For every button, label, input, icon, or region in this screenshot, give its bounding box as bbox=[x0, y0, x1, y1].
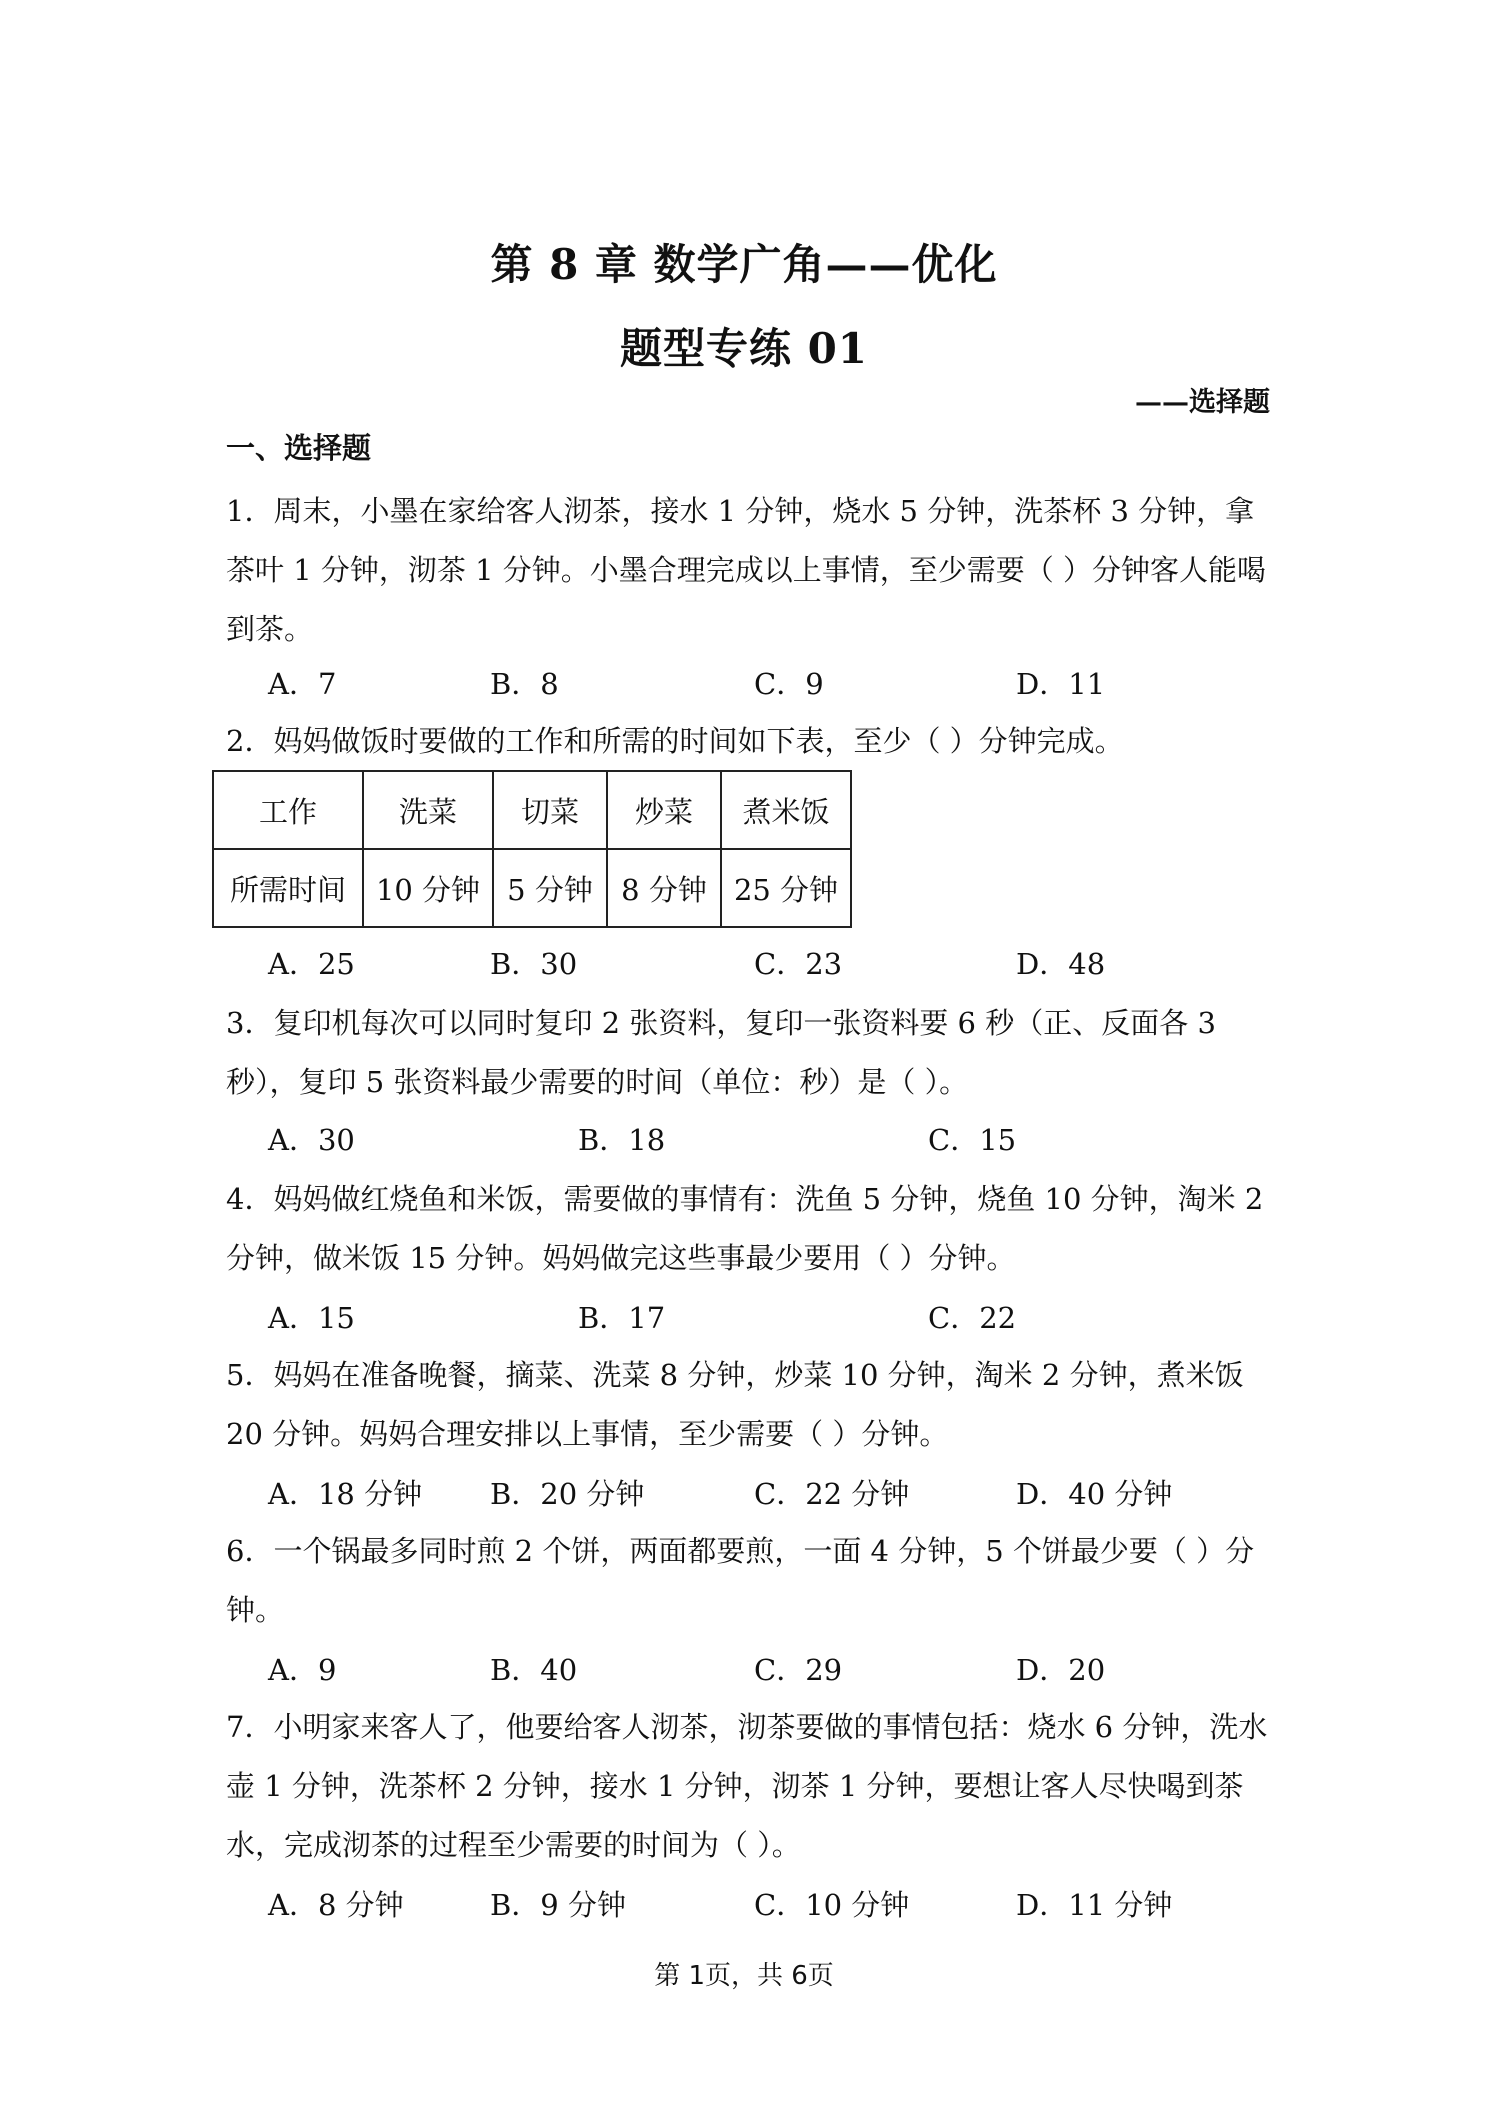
option-b[interactable]: B．20 分钟 bbox=[490, 1477, 645, 1511]
option-b[interactable]: B．18 bbox=[578, 1123, 666, 1157]
table-cell: 炒菜 bbox=[607, 771, 721, 849]
option-c[interactable]: C．22 bbox=[928, 1301, 1017, 1335]
table-cell: 煮米饭 bbox=[721, 771, 851, 849]
table-cell: 洗菜 bbox=[363, 771, 493, 849]
question-1-stem: 1．周末，小墨在家给客人沏茶，接水 1 分钟，烧水 5 分钟，洗茶杯 3 分钟，拿茶叶 1 分钟，沏茶 1 分钟。小墨合理完成以上事情，至少需要（ ）分钟客人能喝到茶。 bbox=[226, 494, 1266, 646]
table-cell: 所需时间 bbox=[213, 849, 363, 927]
option-d[interactable]: D．11 bbox=[1016, 667, 1106, 701]
table-cell: 25 分钟 bbox=[721, 849, 851, 927]
question-5-stem: 5．妈妈在准备晚餐，摘菜、洗菜 8 分钟，炒菜 10 分钟，淘米 2 分钟，煮米饭 20 分钟。妈妈合理安排以上事情，至少需要（ ）分钟。 bbox=[226, 1358, 1244, 1451]
option-a[interactable]: A．25 bbox=[268, 947, 355, 981]
option-a[interactable]: A．9 bbox=[268, 1653, 337, 1687]
option-b[interactable]: B．40 bbox=[490, 1653, 578, 1687]
option-d[interactable]: D．48 bbox=[1016, 947, 1106, 981]
option-c[interactable]: C．10 分钟 bbox=[754, 1888, 910, 1922]
option-a[interactable]: A．15 bbox=[268, 1301, 355, 1335]
question-type-label: ——选择题 bbox=[1135, 387, 1270, 418]
question-2-stem: 2．妈妈做饭时要做的工作和所需的时间如下表，至少（ ）分钟完成。 bbox=[226, 724, 1124, 758]
question-7-stem: 7．小明家来客人了，他要给客人沏茶，沏茶要做的事情包括：烧水 6 分钟，洗水壶 1 分钟，洗茶杯 2 分钟，接水 1 分钟，沏茶 1 分钟，要想让客人尽快喝到茶水，完成沏茶的过程至少需要的时间为（ ）。 bbox=[226, 1710, 1268, 1862]
question-6-stem: 6．一个锅最多同时煎 2 个饼，两面都要煎，一面 4 分钟，5 个饼最少要（ ）分钟。 bbox=[226, 1534, 1255, 1627]
page-title: 第 8 章 数学广角——优化 bbox=[490, 240, 998, 289]
option-d[interactable]: D．11 分钟 bbox=[1016, 1888, 1173, 1922]
table-cell: 工作 bbox=[213, 771, 363, 849]
option-a[interactable]: A．30 bbox=[268, 1123, 355, 1157]
option-c[interactable]: C．29 bbox=[754, 1653, 843, 1687]
page-subtitle: 题型专练 01 bbox=[619, 324, 869, 373]
page-number-footer: 第 1页，共 6页 bbox=[654, 1961, 834, 1991]
option-c[interactable]: C．15 bbox=[928, 1123, 1017, 1157]
option-d[interactable]: D．20 bbox=[1016, 1653, 1106, 1687]
option-b[interactable]: B．17 bbox=[578, 1301, 666, 1335]
question-3-stem: 3．复印机每次可以同时复印 2 张资料，复印一张资料要 6 秒（正、反面各 3 秒），复印 5 张资料最少需要的时间（单位：秒）是（ ）。 bbox=[226, 1006, 1216, 1099]
table-cell: 8 分钟 bbox=[607, 849, 721, 927]
option-c[interactable]: C．23 bbox=[754, 947, 843, 981]
table-header-row bbox=[213, 771, 851, 849]
option-b[interactable]: B．9 分钟 bbox=[490, 1888, 626, 1922]
table-cell: 10 分钟 bbox=[363, 849, 493, 927]
option-b[interactable]: B．30 bbox=[490, 947, 578, 981]
option-d[interactable]: D．40 分钟 bbox=[1016, 1477, 1173, 1511]
option-b[interactable]: B．8 bbox=[490, 667, 559, 701]
table-cell: 切菜 bbox=[493, 771, 607, 849]
option-a[interactable]: A．8 分钟 bbox=[268, 1888, 404, 1922]
section-heading: 一、选择题 bbox=[226, 431, 372, 465]
table-row bbox=[213, 849, 851, 927]
question-4-stem: 4．妈妈做红烧鱼和米饭，需要做的事情有：洗鱼 5 分钟，烧鱼 10 分钟，淘米 2 分钟，做米饭 15 分钟。妈妈做完这些事最少要用（ ）分钟。 bbox=[226, 1182, 1264, 1275]
option-c[interactable]: C．9 bbox=[754, 667, 824, 701]
option-a[interactable]: A．18 分钟 bbox=[268, 1477, 423, 1511]
work-time-table bbox=[212, 770, 852, 928]
option-a[interactable]: A．7 bbox=[268, 667, 337, 701]
option-c[interactable]: C．22 分钟 bbox=[754, 1477, 910, 1511]
table-cell: 5 分钟 bbox=[493, 849, 607, 927]
